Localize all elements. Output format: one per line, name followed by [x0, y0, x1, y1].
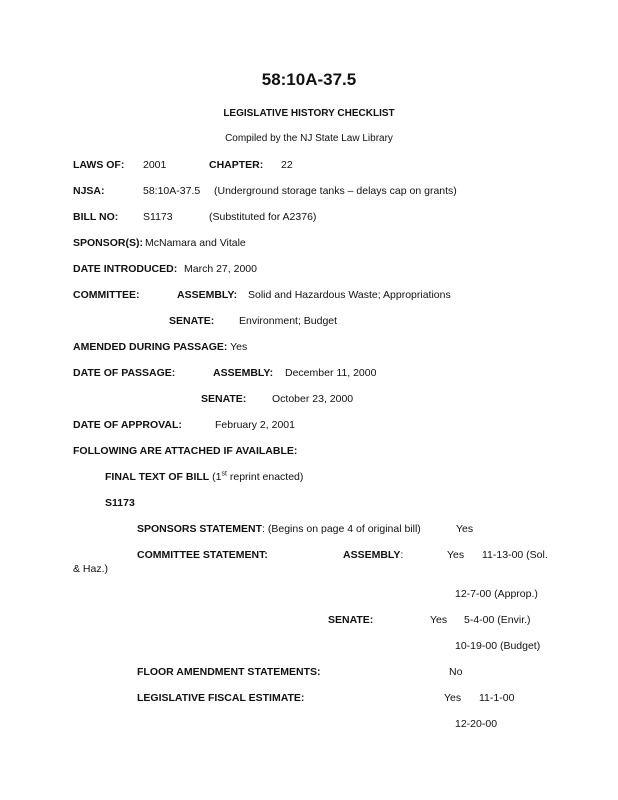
final-text-note: (1st reprint enacted): [212, 470, 304, 483]
date-of-passage-label: DATE OF PASSAGE:: [73, 367, 176, 379]
committee-assembly-label: ASSEMBLY:: [177, 289, 238, 301]
sponsors-statement-label: SPONSORS STATEMENT: [137, 523, 263, 535]
committee-senate-label: SENATE:: [169, 315, 215, 327]
sponsors-statement-note: : (Begins on page 4 of original bill): [262, 523, 421, 535]
date-introduced-label: DATE INTRODUCED:: [73, 263, 178, 275]
date-of-approval-label: DATE OF APPROVAL:: [73, 419, 182, 431]
compiled-by: Compiled by the NJ State Law Library: [225, 133, 393, 144]
fiscal-estimate-date1: 11-1-00: [479, 692, 515, 704]
njsa-label: NJSA:: [73, 185, 105, 197]
final-text-label: FINAL TEXT OF BILL: [105, 471, 210, 483]
njsa-value: 58:10A-37.5: [143, 185, 201, 197]
passage-assembly-label: ASSEMBLY:: [213, 367, 274, 379]
cs-assembly-row: ASSEMBLY:: [343, 549, 404, 561]
passage-senate-label: SENATE:: [201, 393, 247, 405]
cs-senate-value: Yes: [430, 614, 448, 626]
laws-of-label: LAWS OF:: [73, 159, 125, 171]
floor-amendment-value: No: [449, 666, 463, 678]
sponsors-value: McNamara and Vitale: [145, 237, 246, 249]
cs-assembly-date1: 11-13-00 (Sol.: [482, 549, 548, 561]
chapter-label: CHAPTER:: [209, 159, 264, 171]
njsa-description: (Underground storage tanks – delays cap on grants): [214, 185, 457, 197]
cs-senate-date1: 5-4-00 (Envir.): [464, 614, 531, 626]
passage-assembly-value: December 11, 2000: [285, 367, 377, 379]
bill-no-note: (Substituted for A2376): [209, 211, 317, 223]
date-introduced-value: March 27, 2000: [184, 263, 257, 275]
committee-assembly-value: Solid and Hazardous Waste; Appropriations: [248, 289, 451, 301]
fiscal-estimate-label: LEGISLATIVE FISCAL ESTIMATE:: [137, 692, 305, 704]
cs-senate-date2: 10-19-00 (Budget): [455, 640, 541, 652]
amended-label: AMENDED DURING PASSAGE:: [73, 341, 228, 353]
cs-senate-label: SENATE:: [328, 614, 374, 626]
bill-section-heading: S1173: [105, 497, 135, 509]
following-label: FOLLOWING ARE ATTACHED IF AVAILABLE:: [73, 445, 298, 457]
amended-value: Yes: [230, 341, 248, 353]
passage-senate-value: October 23, 2000: [272, 393, 354, 405]
document-subtitle: LEGISLATIVE HISTORY CHECKLIST: [223, 108, 395, 119]
cs-assembly-date2: 12-7-00 (Approp.): [455, 588, 538, 600]
sponsors-statement-row: [137, 523, 421, 535]
date-of-approval-value: February 2, 2001: [215, 419, 295, 431]
final-text-row: [105, 471, 303, 483]
chapter-value: 22: [281, 159, 293, 171]
cs-assembly-label: ASSEMBLY: [343, 549, 401, 561]
bill-no-value: S1173: [143, 211, 173, 223]
committee-senate-value: Environment; Budget: [239, 315, 338, 327]
cs-assembly-value: Yes: [447, 549, 465, 561]
laws-of-value: 2001: [143, 159, 167, 171]
sponsors-label: SPONSOR(S):: [73, 237, 144, 249]
committee-statement-label: COMMITTEE STATEMENT:: [137, 549, 268, 561]
fiscal-estimate-date2: 12-20-00: [455, 718, 498, 730]
committee-label: COMMITTEE:: [73, 289, 140, 301]
cs-assembly-date1-cont: & Haz.): [73, 563, 109, 575]
fiscal-estimate-value: Yes: [444, 692, 462, 704]
floor-amendment-label: FLOOR AMENDMENT STATEMENTS:: [137, 666, 321, 678]
amended-row: [73, 341, 247, 353]
sponsors-statement-value: Yes: [456, 523, 474, 535]
bill-no-label: BILL NO:: [73, 211, 119, 223]
document-title: 58:10A-37.5: [261, 70, 357, 89]
